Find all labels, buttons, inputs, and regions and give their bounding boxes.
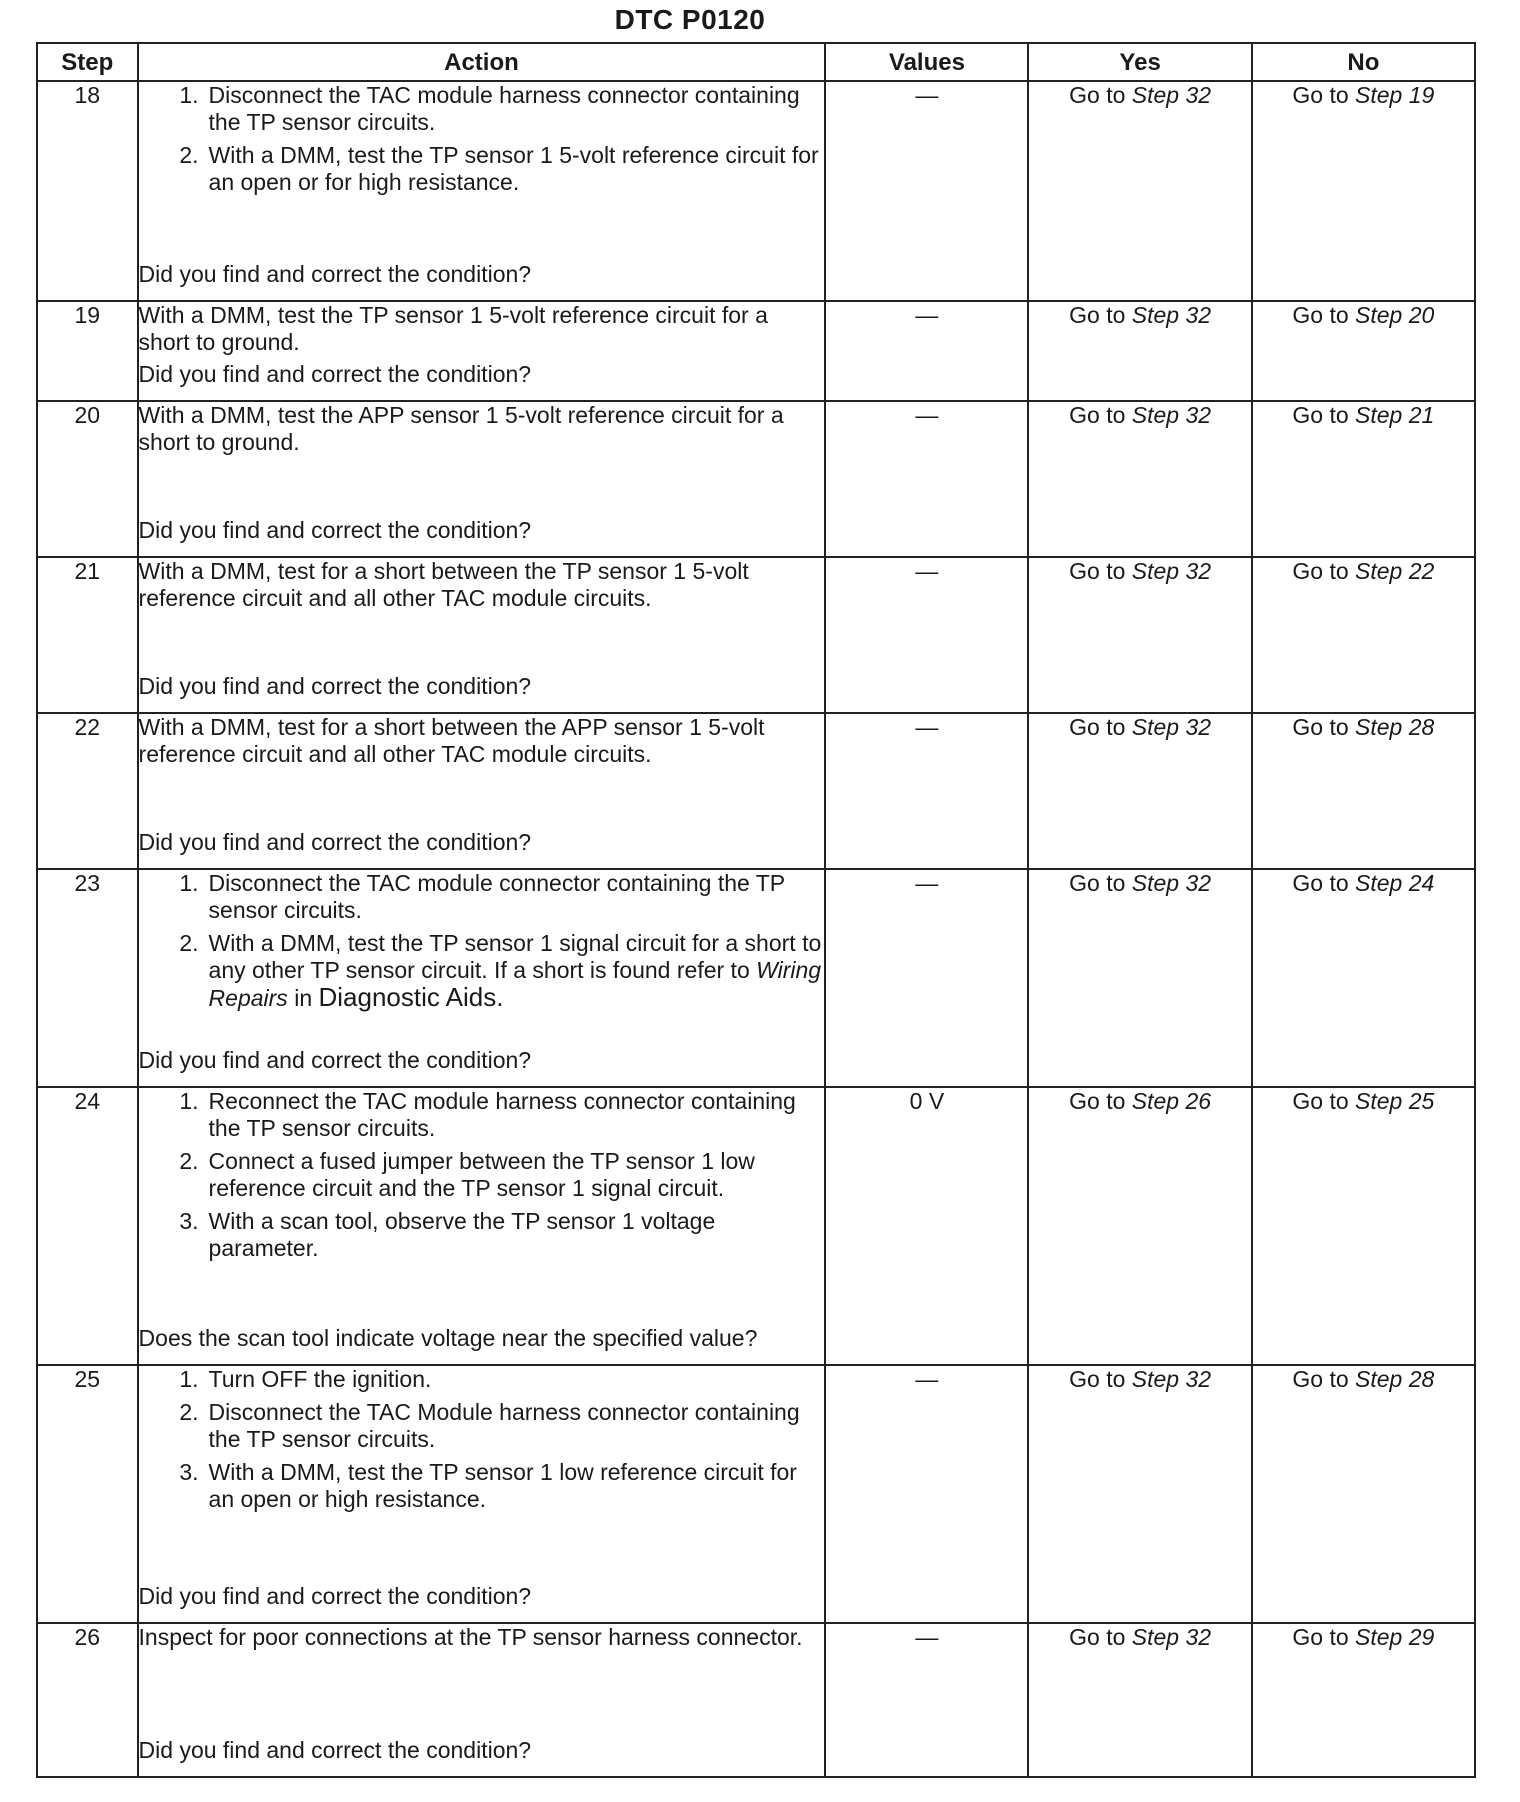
table-row (37, 81, 1475, 301)
no-goto-cell (1252, 869, 1475, 1087)
action-cell (138, 869, 826, 1087)
no-goto-cell (1252, 1365, 1475, 1623)
list-item-body: With a scan tool, observe the TP sensor 1 voltage parameter. (208, 1208, 716, 1261)
list-item-text (209, 870, 825, 924)
action-text: With a DMM, test for a short between the APP sensor 1 5-volt reference circuit and all other TAC module circuits. (138, 714, 765, 767)
step-number: 26 (37, 1623, 138, 1777)
list-item-number: 1. (179, 1366, 199, 1392)
no-step-link[interactable]: Step 22 (1355, 558, 1435, 584)
no-goto-cell (1252, 401, 1475, 557)
table-row (37, 401, 1475, 557)
no-goto-cell (1252, 81, 1475, 301)
list-item-body: With a DMM, test the TP sensor 1 5-volt reference circuit for an open or for high resistance. (208, 142, 819, 195)
no-goto-cell (1252, 301, 1475, 401)
list-item (139, 1088, 825, 1142)
yes-goto-cell (1028, 1623, 1251, 1777)
table-row (37, 1623, 1475, 1777)
list-item-text (209, 1208, 825, 1262)
goto-prefix: Go to (1292, 714, 1356, 740)
header-action: Action (138, 43, 826, 81)
value-cell: — (825, 301, 1028, 401)
list-item-number: 3. (179, 1459, 199, 1485)
list-item-number: 1. (179, 82, 199, 108)
action-question: Did you find and correct the condition? (138, 517, 532, 543)
table-row (37, 869, 1475, 1087)
list-item-number: 2. (179, 142, 199, 168)
header-row (37, 43, 1475, 81)
step-number: 24 (37, 1087, 138, 1365)
action-steps-list (139, 82, 825, 202)
goto-prefix: Go to (1292, 870, 1356, 896)
goto-prefix: Go to (1069, 402, 1132, 428)
header-step: Step (37, 43, 138, 81)
yes-step-link[interactable]: Step 26 (1131, 1088, 1212, 1114)
list-item-number: 2. (179, 1399, 199, 1425)
list-item-body: With a DMM, test the TP sensor 1 low reference circuit for an open or high resistance. (208, 1459, 797, 1512)
yes-step-link[interactable]: Step 32 (1131, 714, 1212, 740)
list-item-body: With a DMM, test the TP sensor 1 signal circuit for a short to any other TP sensor circuit. If a short is found refer to (208, 930, 822, 983)
list-item (139, 1459, 825, 1513)
table-row (37, 301, 1475, 401)
list-item-number: 1. (179, 870, 199, 896)
goto-prefix: Go to (1292, 302, 1356, 328)
no-step-link[interactable]: Step 28 (1355, 714, 1435, 740)
goto-prefix: Go to (1292, 1366, 1356, 1392)
step-number: 19 (37, 301, 138, 401)
action-cell (138, 301, 826, 401)
goto-prefix: Go to (1069, 82, 1132, 108)
yes-goto-cell (1028, 869, 1251, 1087)
action-cell (138, 557, 826, 713)
goto-prefix: Go to (1292, 558, 1356, 584)
value-cell: — (825, 81, 1028, 301)
header-no: No (1252, 43, 1475, 81)
value-cell: — (825, 1623, 1028, 1777)
diagnostic-aids-reference: Diagnostic Aids. (318, 982, 504, 1012)
list-item-number: 2. (179, 1148, 199, 1174)
list-item-body: Disconnect the TAC module connector containing the TP sensor circuits. (208, 870, 785, 923)
table-row (37, 1087, 1475, 1365)
yes-step-link[interactable]: Step 32 (1131, 558, 1212, 584)
diagnostic-table (36, 42, 1476, 1778)
list-item-text (209, 142, 825, 196)
no-goto-cell (1252, 713, 1475, 869)
no-step-link[interactable]: Step 28 (1355, 1366, 1435, 1392)
list-item (139, 1208, 825, 1262)
value-cell: — (825, 869, 1028, 1087)
list-item (139, 1399, 825, 1453)
page-title: DTC P0120 (614, 4, 766, 35)
wiring-repairs-reference: Wiring Repairs (208, 957, 822, 1011)
list-item-number: 1. (179, 1088, 199, 1114)
action-question: Did you find and correct the condition? (138, 1583, 532, 1609)
yes-goto-cell (1028, 301, 1251, 401)
yes-step-link[interactable]: Step 32 (1131, 1624, 1212, 1650)
step-number: 21 (37, 557, 138, 713)
yes-step-link[interactable]: Step 32 (1131, 870, 1212, 896)
value-cell: — (825, 557, 1028, 713)
list-item-text (209, 1366, 825, 1393)
value-cell: — (825, 713, 1028, 869)
no-step-link[interactable]: Step 20 (1355, 302, 1435, 328)
list-item (139, 142, 825, 196)
action-steps-list (139, 1088, 825, 1268)
list-item-number: 2. (179, 930, 199, 956)
yes-goto-cell (1028, 557, 1251, 713)
action-question: Did you find and correct the condition? (138, 829, 532, 855)
yes-step-link[interactable]: Step 32 (1131, 1366, 1212, 1392)
action-steps-list (139, 1366, 825, 1519)
list-item (139, 1148, 825, 1202)
list-item-text (209, 1399, 825, 1453)
value-cell: — (825, 401, 1028, 557)
yes-step-link[interactable]: Step 32 (1131, 302, 1212, 328)
list-item-number: 3. (179, 1208, 199, 1234)
step-number: 23 (37, 869, 138, 1087)
no-goto-cell (1252, 557, 1475, 713)
yes-goto-cell (1028, 713, 1251, 869)
goto-prefix: Go to (1069, 714, 1132, 740)
list-item (139, 930, 825, 1012)
action-text: With a DMM, test the TP sensor 1 5-volt reference circuit for a short to ground. (138, 302, 768, 355)
header-values: Values (825, 43, 1028, 81)
action-question: Did you find and correct the condition? (138, 1737, 532, 1763)
list-item (139, 870, 825, 924)
list-item (139, 82, 825, 136)
no-step-link[interactable]: Step 21 (1355, 402, 1435, 428)
yes-step-link[interactable]: Step 32 (1131, 82, 1212, 108)
action-question: Did you find and correct the condition? (138, 361, 532, 387)
value-cell: — (825, 1365, 1028, 1623)
goto-prefix: Go to (1292, 82, 1356, 108)
table-row (37, 557, 1475, 713)
yes-goto-cell (1028, 81, 1251, 301)
yes-goto-cell (1028, 1087, 1251, 1365)
goto-prefix: Go to (1292, 1088, 1356, 1114)
action-text: Inspect for poor connections at the TP sensor harness connector. (138, 1624, 803, 1650)
no-goto-cell (1252, 1087, 1475, 1365)
action-text: With a DMM, test the APP sensor 1 5-volt reference circuit for a short to ground. (138, 402, 784, 455)
step-number: 22 (37, 713, 138, 869)
action-cell (138, 81, 826, 301)
goto-prefix: Go to (1292, 1624, 1356, 1650)
no-step-link[interactable]: Step 29 (1355, 1624, 1435, 1650)
goto-prefix: Go to (1069, 1366, 1132, 1392)
goto-prefix: Go to (1069, 302, 1132, 328)
step-number: 20 (37, 401, 138, 557)
list-item-text (209, 1088, 825, 1142)
reference-joiner: in (294, 985, 313, 1011)
list-item-body: Turn OFF the ignition. (208, 1366, 432, 1392)
value-cell: 0 V (825, 1087, 1028, 1365)
table-row (37, 713, 1475, 869)
action-steps-list (139, 870, 825, 1018)
action-question: Did you find and correct the condition? (138, 1047, 532, 1073)
list-item-text (209, 1148, 825, 1202)
yes-goto-cell (1028, 1365, 1251, 1623)
list-item-text (209, 930, 825, 1012)
no-step-link[interactable]: Step 25 (1355, 1088, 1435, 1114)
list-item-body: Reconnect the TAC module harness connector containing the TP sensor circuits. (208, 1088, 796, 1141)
action-question: Did you find and correct the condition? (138, 673, 532, 699)
action-cell (138, 713, 826, 869)
goto-prefix: Go to (1069, 558, 1132, 584)
action-question: Does the scan tool indicate voltage near the specified value? (138, 1325, 758, 1351)
list-item-body: Disconnect the TAC module harness connector containing the TP sensor circuits. (208, 82, 800, 135)
goto-prefix: Go to (1069, 870, 1132, 896)
list-item-text (209, 1459, 825, 1513)
step-number: 25 (37, 1365, 138, 1623)
list-item-body: Disconnect the TAC Module harness connector containing the TP sensor circuits. (208, 1399, 800, 1452)
action-cell (138, 1365, 826, 1623)
table-row (37, 1365, 1475, 1623)
header-yes: Yes (1028, 43, 1251, 81)
list-item-body: Connect a fused jumper between the TP sensor 1 low reference circuit and the TP sensor 1 signal circuit. (208, 1148, 755, 1201)
action-cell (138, 1623, 826, 1777)
step-number: 18 (37, 81, 138, 301)
goto-prefix: Go to (1069, 1624, 1132, 1650)
no-step-link[interactable]: Step 24 (1355, 870, 1435, 896)
list-item (139, 1366, 825, 1393)
action-cell (138, 1087, 826, 1365)
goto-prefix: Go to (1069, 1088, 1132, 1114)
no-goto-cell (1252, 1623, 1475, 1777)
yes-step-link[interactable]: Step 32 (1131, 402, 1212, 428)
list-item-text (209, 82, 825, 136)
goto-prefix: Go to (1292, 402, 1356, 428)
action-cell (138, 401, 826, 557)
yes-goto-cell (1028, 401, 1251, 557)
no-step-link[interactable]: Step 19 (1355, 82, 1435, 108)
action-question: Did you find and correct the condition? (138, 261, 532, 287)
action-text: With a DMM, test for a short between the TP sensor 1 5-volt reference circuit and all other TAC module circuits. (138, 558, 749, 611)
